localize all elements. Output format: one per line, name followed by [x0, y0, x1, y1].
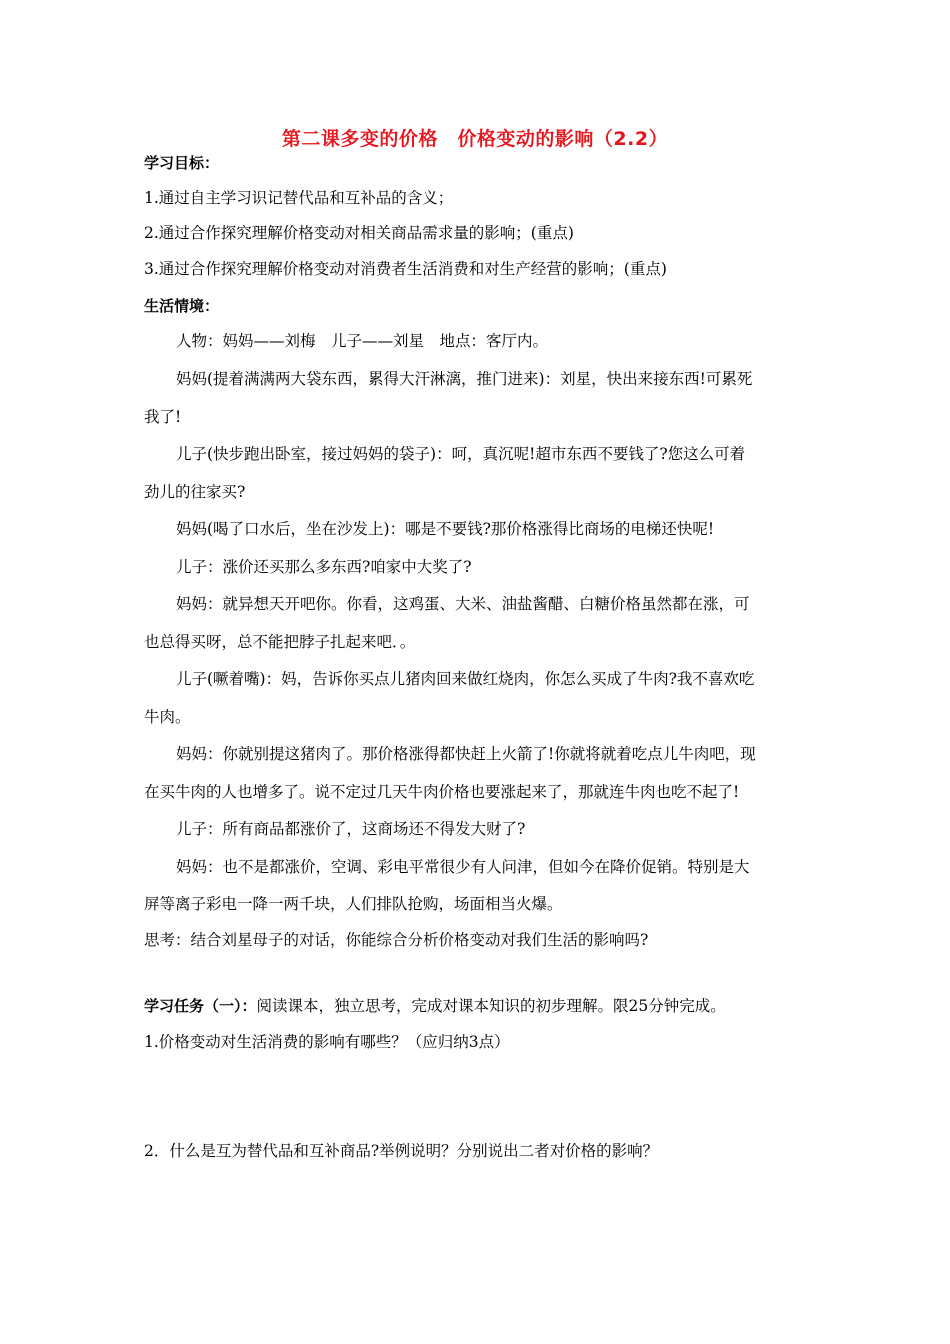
scenario-line: 儿子：涨价还买那么多东西?咱家中大奖了? — [176, 558, 472, 576]
scenario-question: 思考：结合刘星母子的对话，你能综合分析价格变动对我们生活的影响吗? — [144, 931, 649, 949]
task1-line — [144, 996, 726, 1016]
objective-item: 2.通过合作探究理解价格变动对相关商品需求量的影响；(重点) — [144, 224, 574, 242]
task1-heading: 学习任务（一）： — [144, 997, 257, 1015]
scenario-line: 屏等离子彩电一降一两千块，人们排队抢购，场面相当火爆。 — [144, 895, 563, 913]
objectives-heading: 学习目标： — [144, 154, 220, 172]
scenario-line: 妈妈：也不是都涨价，空调、彩电平常很少有人问津，但如今在降价促销。特别是大 — [176, 858, 750, 876]
objective-item: 3.通过合作探究理解价格变动对消费者生活消费和对生产经营的影响；(重点) — [144, 260, 667, 278]
task1-question-2: 2．什么是互为替代品和互补商品?举例说明？分别说出二者对价格的影响？ — [144, 1142, 659, 1160]
scenario-line: 妈妈：你就别提这猪肉了。那价格涨得都快赶上火箭了!你就将就着吃点儿牛肉吧，现 — [176, 745, 756, 763]
objective-item: 1.通过自主学习识记替代品和互补品的含义； — [144, 189, 454, 207]
scenario-line: 牛肉。 — [144, 708, 191, 726]
scenario-line: 儿子(噘着嘴)：妈，告诉你买点儿猪肉回来做红烧肉，你怎么买成了牛肉?我不喜欢吃 — [176, 670, 755, 688]
scenario-line: 妈妈(提着满满两大袋东西，累得大汗淋漓，推门进来)：刘星，快出来接东西!可累死 — [176, 370, 753, 388]
scenario-line: 劲儿的往家买? — [144, 483, 246, 501]
scenario-line: 在买牛肉的人也增多了。说不定过几天牛肉价格也要涨起来了，那就连牛肉也吃不起了! — [144, 783, 740, 801]
scenario-line: 我了! — [144, 408, 182, 426]
task1-question-1: 1.价格变动对生活消费的影响有哪些？（应归纳3点） — [144, 1033, 510, 1051]
task1-intro: 阅读课本，独立思考，完成对课本知识的初步理解。限25分钟完成。 — [256, 997, 726, 1015]
scenario-heading: 生活情境： — [144, 297, 220, 315]
scenario-line: 儿子：所有商品都涨价了，这商场还不得发大财了? — [176, 820, 526, 838]
scenario-line: 妈妈：就异想天开吧你。你看，这鸡蛋、大米、油盐酱醋、白糖价格虽然都在涨，可 — [176, 595, 750, 613]
scenario-line: 儿子(快步跑出卧室，接过妈妈的袋子)：呵，真沉呢!超市东西不要钱了?您这么可着 — [176, 445, 746, 463]
scenario-line: 也总得买呀，总不能把脖子扎起来吧．。 — [144, 633, 416, 651]
scenario-line: 妈妈(喝了口水后，坐在沙发上)：哪是不要钱?那价格涨得比商场的电梯还快呢! — [176, 520, 715, 538]
document-title: 第二课多变的价格 价格变动的影响（2.2） — [281, 128, 669, 150]
scenario-line: 人物：妈妈——刘梅 儿子——刘星 地点：客厅内。 — [176, 332, 549, 350]
